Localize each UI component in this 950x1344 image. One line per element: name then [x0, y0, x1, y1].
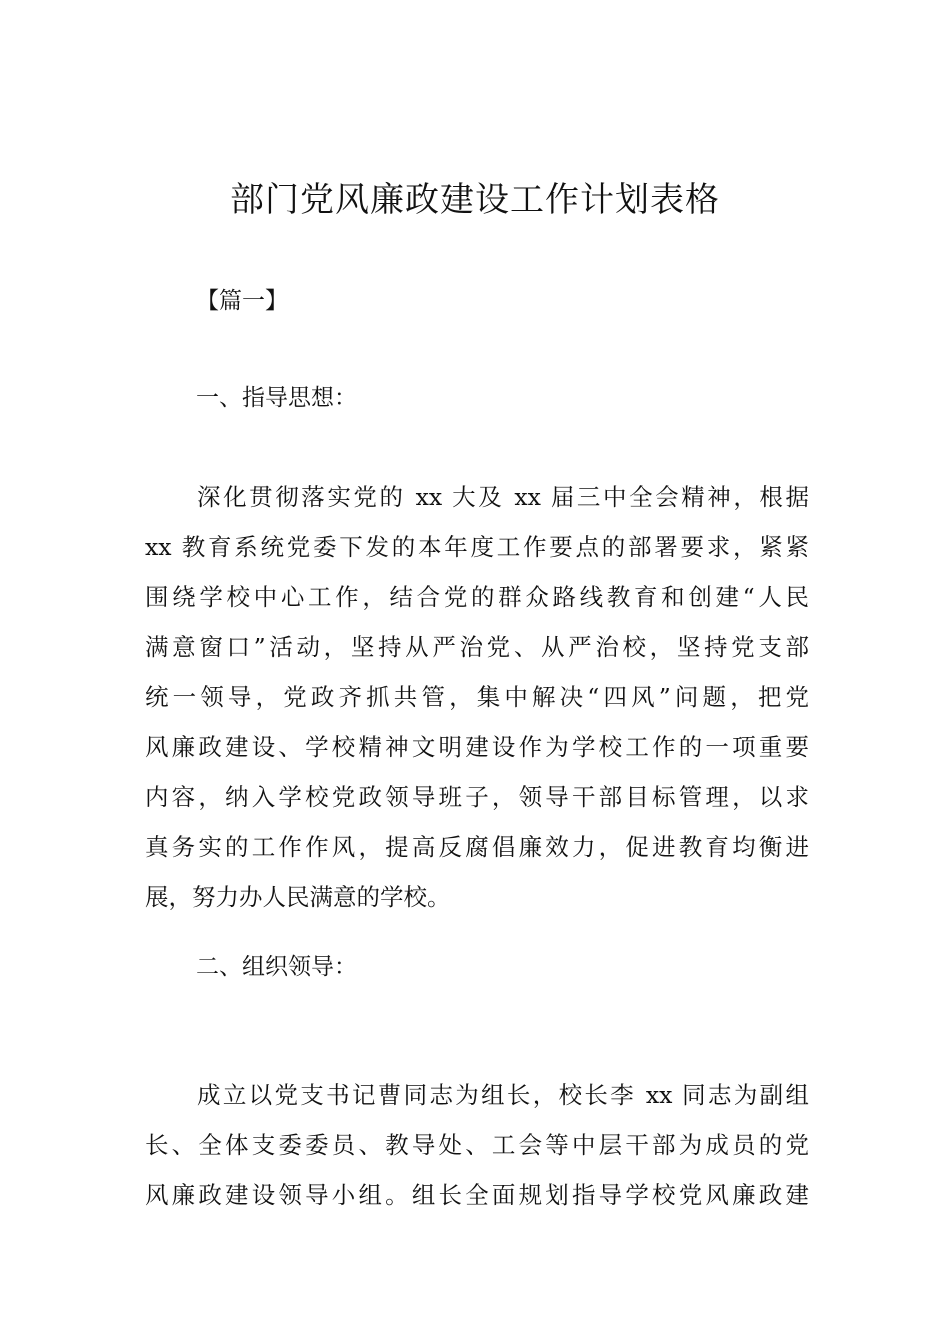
- paragraph-line: 真务实的工作作风，提高反腐倡廉效力，促进教育均衡进: [145, 833, 809, 861]
- paragraph-line: 统一领导，党政齐抓共管，集中解决“四风”问题，把党: [145, 683, 809, 711]
- paragraph-line: 风廉政建设、学校精神文明建设作为学校工作的一项重要: [145, 733, 809, 761]
- paragraph-line: 成立以党支书记曹同志为组长，校长李 xx 同志为副组: [197, 1081, 809, 1109]
- section-heading-organization-leadership: 二、组织领导：: [196, 954, 357, 980]
- paragraph-organization-leadership: [145, 1070, 809, 1220]
- paragraph-line: 内容，纳入学校党政领导班子，领导干部目标管理，以求: [145, 783, 809, 811]
- paragraph-line: 深化贯彻落实党的 xx 大及 xx 届三中全会精神，根据: [197, 483, 809, 511]
- paragraph-line: xx 教育系统党委下发的本年度工作要点的部署要求，紧紧: [145, 533, 809, 561]
- document-title: 部门党风廉政建设工作计划表格: [230, 180, 720, 220]
- paragraph-line: 长、全体支委委员、教导处、工会等中层干部为成员的党: [145, 1131, 809, 1159]
- paragraph-line: 围绕学校中心工作，结合党的群众路线教育和创建“人民: [145, 583, 809, 611]
- section-heading-guiding-ideology: 一、指导思想：: [196, 385, 357, 411]
- paragraph-line: 风廉政建设领导小组。组长全面规划指导学校党风廉政建: [145, 1181, 809, 1209]
- chapter-label: 【篇一】: [196, 288, 288, 314]
- paragraph-line: 满意窗口”活动，坚持从严治党、从严治校，坚持党支部: [145, 633, 809, 661]
- paragraph-line: 展，努力办人民满意的学校。: [145, 883, 451, 911]
- paragraph-guiding-ideology: [145, 472, 809, 922]
